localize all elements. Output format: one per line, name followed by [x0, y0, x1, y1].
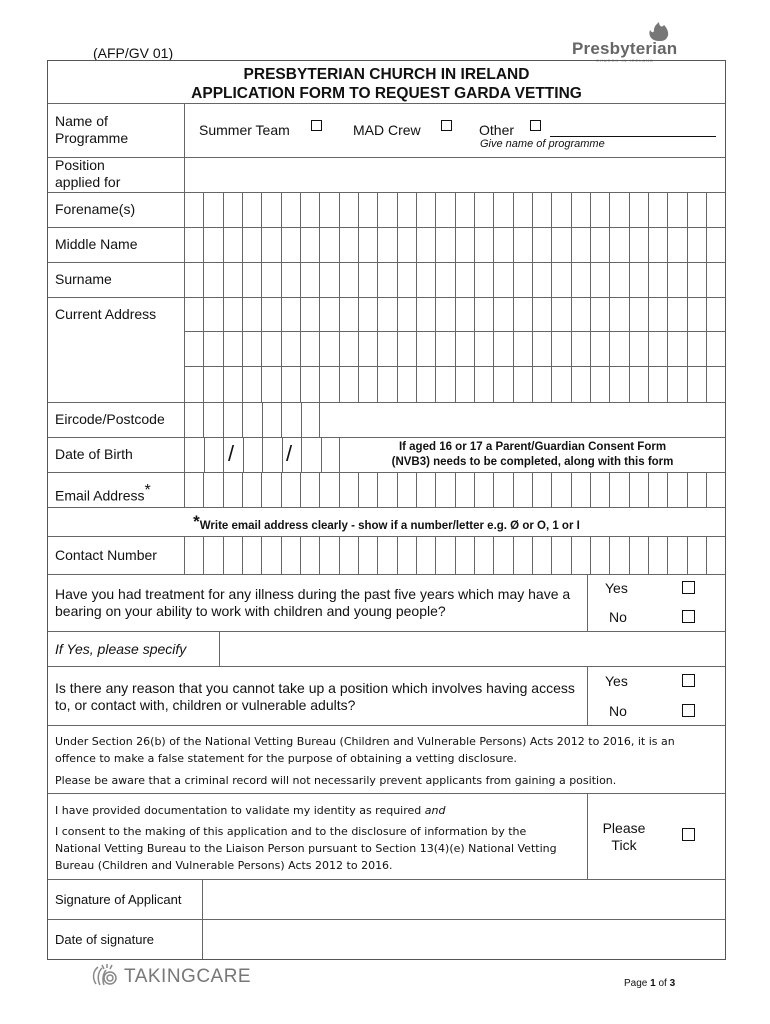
question-1-text: Have you had treatment for any illness during the past five years which may have a bearing on your ability to work with children and young people?	[55, 586, 571, 619]
q1-specify-input[interactable]	[220, 632, 725, 666]
eircode-char-grid[interactable]	[184, 402, 320, 437]
declaration-and: and	[424, 804, 446, 817]
address-line1-char-grid[interactable]	[184, 297, 725, 331]
please-tick-line1: Please	[602, 820, 646, 836]
address-line3-char-grid[interactable]	[184, 366, 725, 402]
forename-char-grid[interactable]	[184, 192, 725, 227]
legal-notice-criminal-record: Please be aware that a criminal record will not necessarily prevent applicants from gaining a position.	[55, 774, 617, 787]
dob-char-grid[interactable]	[184, 437, 340, 472]
legal-notice-offence: Under Section 26(b) of the National Vetting Bureau (Children and Vulnerable Persons) Acts 2012 to 2016, it is an offence to make a false statement for the purpose of obtaining a vetting disclosure.	[55, 735, 675, 765]
q2-no-label: No	[609, 703, 627, 719]
programme-label: Name of Programme	[55, 113, 129, 146]
programme-option-other: Other	[479, 122, 515, 138]
logo-wordmark: Presbyterian	[572, 39, 678, 58]
other-programme-line[interactable]	[550, 136, 716, 137]
contact-char-grid[interactable]	[184, 537, 725, 574]
address-label: Current Address	[55, 306, 157, 322]
page-total: 3	[669, 978, 676, 989]
question-2-text: Is there any reason that you cannot take up a position which involves having access to, or contact with, children or vulnerable adults?	[55, 680, 575, 713]
address-line2-char-grid[interactable]	[184, 331, 725, 366]
parental-consent-note	[340, 440, 725, 470]
please-tick-line2: Tick	[611, 837, 637, 853]
summer-team-checkbox[interactable]	[311, 120, 322, 131]
q1-yes-checkbox[interactable]	[682, 581, 695, 594]
middle-name-char-grid[interactable]	[184, 227, 725, 262]
q2-yes-checkbox[interactable]	[682, 674, 695, 687]
signature-date-input[interactable]	[203, 920, 725, 959]
church-logo	[572, 22, 682, 62]
email-note-text: Write email address clearly - show if a number/letter e.g. Ø or O, 1 or I	[199, 520, 580, 532]
declaration-checkbox[interactable]	[682, 828, 695, 841]
position-label: Position applied for	[55, 157, 121, 190]
programme-option-summer-team: Summer Team	[199, 122, 290, 138]
eircode-label: Eircode/Postcode	[55, 411, 165, 427]
signature-date-label: Date of signature	[55, 932, 155, 947]
middle-name-label: Middle Name	[55, 236, 138, 252]
q1-yes-label: Yes	[605, 580, 628, 596]
dob-separator-1: /	[228, 441, 235, 466]
declaration-identity	[55, 802, 585, 819]
logo-subtext: CHURCH IN IRELAND	[596, 58, 654, 63]
form-code: (AFP/GV 01)	[93, 45, 174, 61]
please-tick-label	[588, 820, 660, 854]
signature-applicant-input[interactable]	[203, 880, 725, 919]
other-programme-hint: Give name of programme	[480, 138, 605, 150]
signature-applicant-label: Signature of Applicant	[55, 892, 182, 907]
email-note-asterisk: *	[193, 512, 200, 531]
page-indicator	[624, 978, 675, 989]
dob-label: Date of Birth	[55, 446, 133, 462]
q1-specify-label: If Yes, please specify	[55, 641, 187, 657]
takingcare-wordmark: TAKINGCARE	[124, 966, 252, 987]
email-label-text: Email Address	[55, 487, 145, 504]
email-note	[48, 512, 725, 532]
position-input[interactable]	[185, 158, 725, 192]
q1-no-checkbox[interactable]	[682, 610, 695, 623]
email-asterisk: *	[144, 482, 151, 499]
page-of: of	[658, 978, 667, 989]
page-number: 1	[650, 978, 656, 989]
page-prefix: Page	[624, 978, 648, 989]
programme-option-mad-crew: MAD Crew	[353, 122, 421, 138]
form-title-line2: APPLICATION FORM TO REQUEST GARDA VETTING	[191, 85, 582, 102]
parental-consent-line1: If aged 16 or 17 a Parent/Guardian Consent Form	[398, 441, 667, 453]
q2-yes-label: Yes	[605, 673, 628, 689]
email-label	[55, 482, 151, 505]
parental-consent-line2: (NVB3) needs to be completed, along with this form	[391, 456, 674, 468]
surname-label: Surname	[55, 271, 112, 287]
hand-spiral-icon	[90, 962, 120, 988]
declaration-identity-text: I have provided documentation to validate my identity as required	[55, 804, 422, 817]
q2-no-checkbox[interactable]	[682, 704, 695, 717]
email-char-grid[interactable]	[184, 472, 725, 507]
vetting-application-form	[47, 60, 726, 960]
forenames-label: Forename(s)	[55, 201, 136, 217]
surname-char-grid[interactable]	[184, 262, 725, 297]
contact-label: Contact Number	[55, 547, 157, 563]
declaration-consent: I consent to the making of this application and to the disclosure of information by the National Vetting Bureau to the Liaison Person pursuant to Section 13(4)(e) National Vetting Bureau (Children and Vulnerable Persons) Acts 2012 to 2016.	[55, 825, 557, 872]
form-title-line1: PRESBYTERIAN CHURCH IN IRELAND	[243, 66, 530, 83]
q1-no-label: No	[609, 609, 627, 625]
other-checkbox[interactable]	[530, 120, 541, 131]
mad-crew-checkbox[interactable]	[441, 120, 452, 131]
dob-separator-2: /	[286, 441, 293, 466]
